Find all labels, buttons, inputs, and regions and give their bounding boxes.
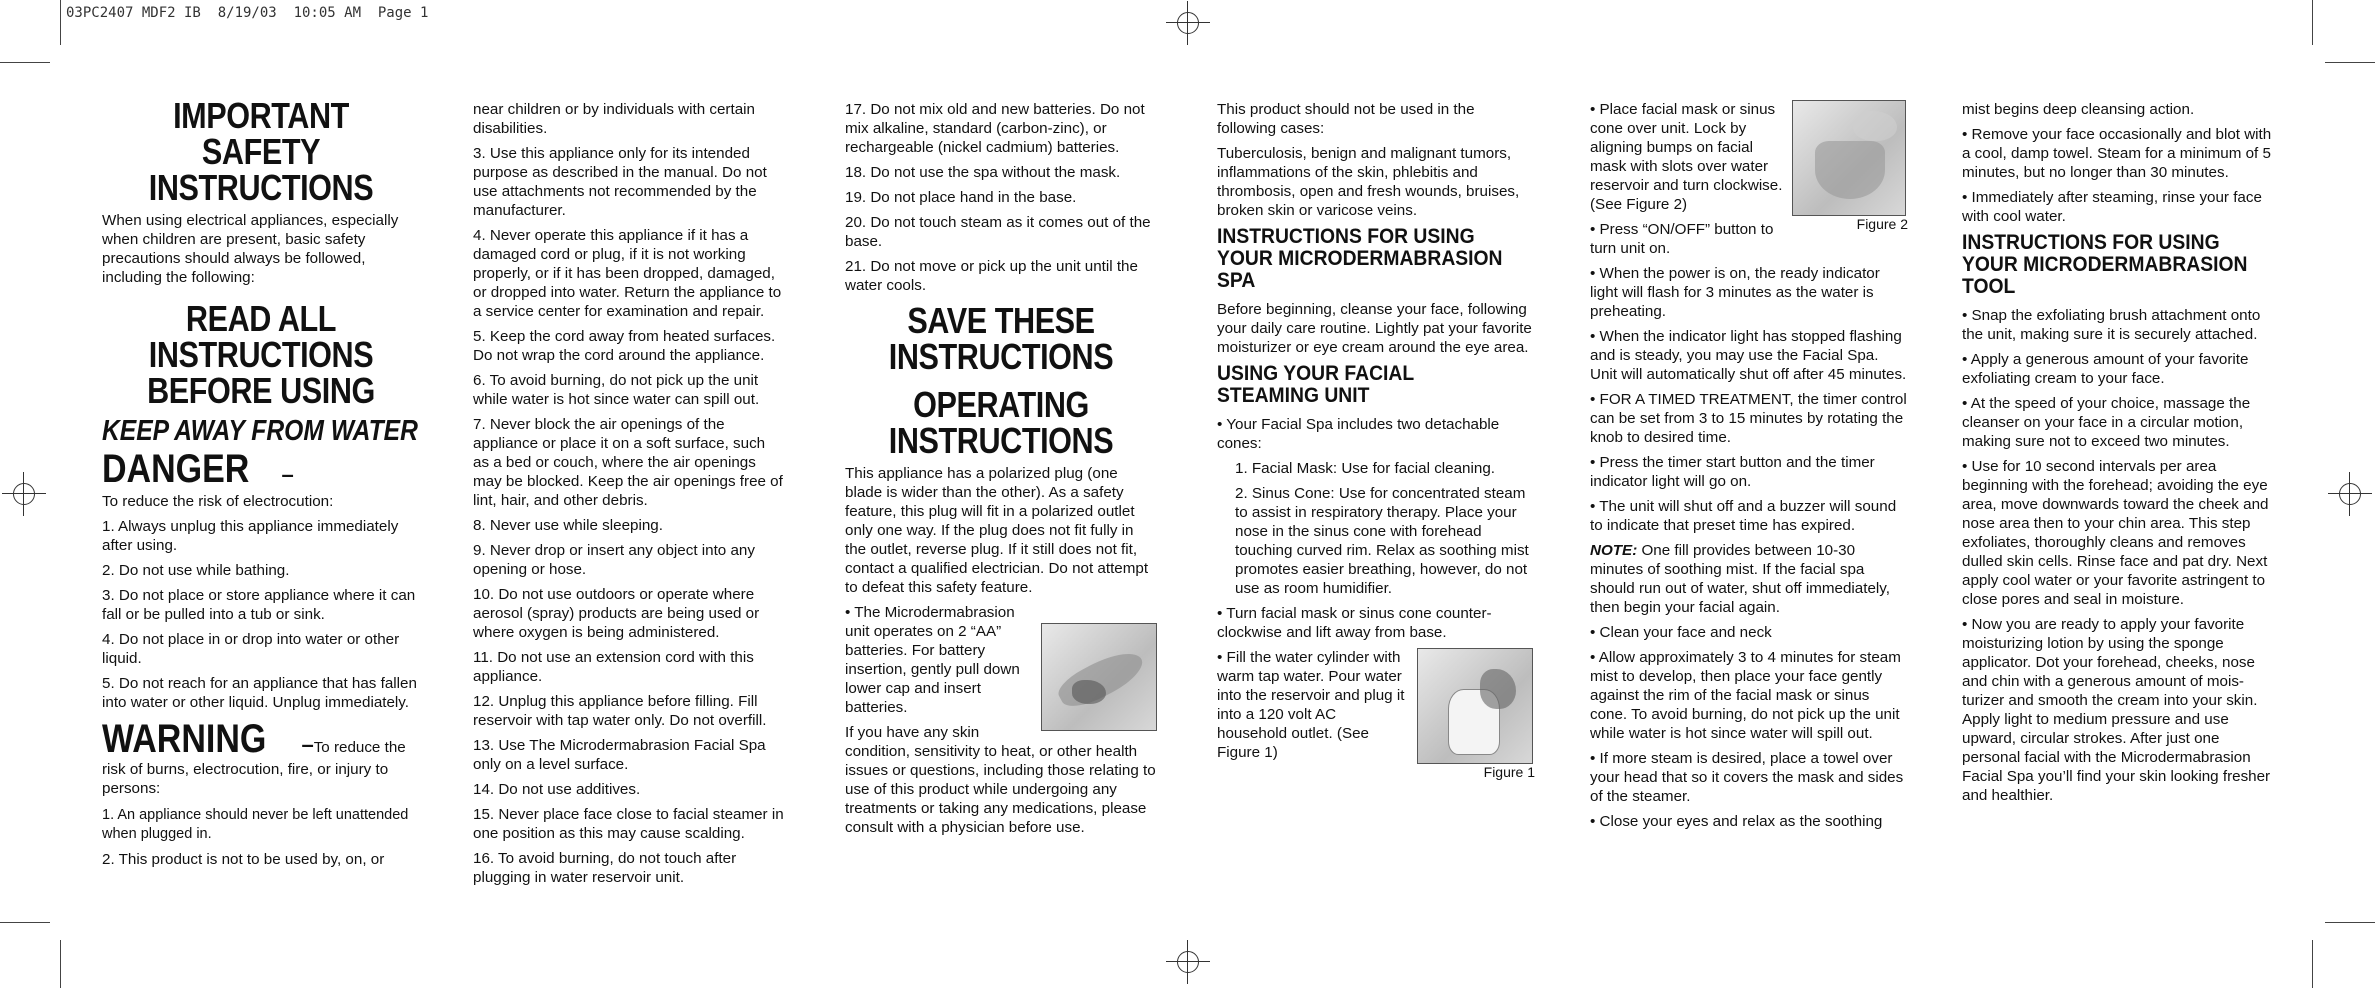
figure-1-caption: Figure 1 bbox=[1483, 764, 1535, 780]
crop-mark bbox=[2325, 62, 2375, 63]
list-item: • Remove your face occasionally and blot with a cool, damp towel. Steam for a minimum of 5 minutes, but no longer than 30 minutes. bbox=[1962, 126, 2272, 181]
list-item: • Clean your face and neck bbox=[1590, 624, 1772, 641]
heading-using-spa: INSTRUCTIONS FOR USING YOUR MICRODERMABRASION SPA bbox=[1217, 225, 1503, 292]
paragraph: Tuberculosis, benign and malignant tumors, inflammations of the skin, phlebitis and thrombosis, open and fresh wounds, bruises, broken skin or varicose veins. bbox=[1217, 145, 1520, 219]
list-item: • Immediately after steaming, rinse your face with cool water. bbox=[1962, 189, 2262, 225]
list-item: • At the speed of your choice, massage the cleanser on your face in a circular motion, making sure not to exceed two minutes. bbox=[1962, 395, 2251, 450]
list-item: 19. Do not place hand in the base. bbox=[845, 189, 1077, 206]
list-item: 5. Do not reach for an appliance that has fallen into water or other liquid. Unplug immediately. bbox=[102, 675, 417, 711]
list-item: 2. Do not use while bathing. bbox=[102, 562, 290, 579]
crop-mark bbox=[0, 62, 50, 63]
danger-dash: – bbox=[275, 462, 294, 487]
list-item: 18. Do not use the spa without the mask. bbox=[845, 164, 1121, 181]
heading-operating-instructions: OPERATING INSTRUCTIONS bbox=[888, 384, 1114, 461]
list-item: • The unit will shut off and a buzzer will sound to indicate that preset time has expired. bbox=[1590, 498, 1897, 534]
list-item: 3. Do not place or store appliance where it can fall or be pulled into a tub or sink. bbox=[102, 587, 416, 623]
paragraph: Before beginning, cleanse your face, following your daily care routine. Lightly pat your favorite moisturizer or eye cream around the eye area. bbox=[1217, 301, 1532, 356]
registration-mark bbox=[1166, 1, 1210, 45]
list-item: 21. Do not move or pick up the unit until the water cools. bbox=[845, 258, 1138, 294]
heading-keep-away: KEEP AWAY FROM WATER bbox=[102, 415, 418, 447]
title-important-safety: IMPORTANT SAFETY INSTRUCTIONS bbox=[148, 95, 374, 208]
list-item: 20. Do not touch steam as it comes out of the base. bbox=[845, 214, 1151, 250]
paragraph: This product should not be used in the following cases: bbox=[1217, 101, 1475, 137]
list-item: 4. Never operate this appliance if it has a damaged cord or plug, if it is not working properly, or if it has been dropped, damaged, or dropped into water. Return the appliance to a service center for examination and repair. bbox=[473, 227, 782, 320]
note-paragraph bbox=[1590, 541, 1908, 617]
list-item: 14. Do not use additives. bbox=[473, 781, 641, 798]
printer-slug: 03PC2407 MDF2 IB 8/19/03 10:05 AM Page 1 bbox=[66, 5, 429, 21]
figure-2 bbox=[1792, 100, 1908, 232]
danger-text: To reduce the risk of electrocution: bbox=[102, 493, 334, 510]
crop-mark bbox=[0, 922, 50, 923]
column-operating bbox=[845, 100, 1157, 843]
list-item: • Snap the exfoliating brush attachment onto the unit, making sure it is securely attached. bbox=[1962, 307, 2261, 343]
list-item: • Allow approximately 3 to 4 minutes for steam mist to develop, then place your face gently against the rim of the facial mask or sinus cone. To avoid burning, do not pick up the unit while water is hot since water will spill out. bbox=[1590, 649, 1901, 742]
list-item: • Press the timer start button and the timer indicator light will go on. bbox=[1590, 454, 1875, 490]
column-spa-instructions bbox=[1217, 100, 1535, 780]
list-item: 11. Do not use an extension cord with this appliance. bbox=[473, 649, 754, 685]
battery-figure-image bbox=[1041, 623, 1157, 731]
list-item: • When the indicator light has stopped flashing and is steady, you may use the Facial Spa. Unit will automatically shut off after 45 minutes. bbox=[1590, 328, 1907, 383]
health-condition-text: If you have any skin condition, sensitivity to heat, or other health issues or questions, including those relating to use of this product while undergoing any treatments or taking any medications, please consult with a physician before use. bbox=[845, 724, 1156, 836]
figure-1 bbox=[1417, 648, 1535, 780]
list-item: • Close your eyes and relax as the soothing bbox=[1590, 813, 1883, 830]
intro-text: When using electrical appliances, especially when children are present, basic safety precautions should always be followed, including the following: bbox=[102, 212, 399, 286]
column-safety-continued bbox=[473, 100, 785, 893]
figure-1-image bbox=[1417, 648, 1533, 764]
list-item: 9. Never drop or insert any object into any opening or hose. bbox=[473, 542, 755, 578]
list-item: • Place facial mask or sinus cone over unit. Lock by aligning bumps on facial mask with slots over water reservoir and turn clockwise. (See Figure 2) bbox=[1590, 101, 1783, 213]
column-steamer-steps bbox=[1590, 100, 1908, 837]
list-item: • When the power is on, the ready indicator light will flash for 3 minutes as the water is preheating. bbox=[1590, 265, 1880, 320]
note-text: One fill provides between 10-30 minutes of soothing mist. If the facial spa should run out of water, shut off immediately, then begin your facial again. bbox=[1590, 542, 1890, 616]
list-item: • Your Facial Spa includes two detachable cones: bbox=[1217, 416, 1500, 452]
figure-2-caption: Figure 2 bbox=[1856, 216, 1908, 232]
heading-read-all: READ ALL INSTRUCTIONS BEFORE USING bbox=[147, 298, 375, 411]
battery-text: • The Microdermabrasion unit operates on 2 “AA” batteries. For battery insertion, gently pull down lower cap and insert batteries. bbox=[845, 604, 1020, 716]
column-safety bbox=[102, 95, 420, 875]
list-item: 17. Do not mix old and new batteries. Do not mix alkaline, standard (carbon-zinc), or rechargeable (nickel cadmium) batteries. bbox=[845, 101, 1145, 156]
list-item: 6. To avoid burning, do not pick up the unit while water is hot since water can spill out. bbox=[473, 372, 760, 408]
list-item: 10. Do not use outdoors or operate where aerosol (spray) products are being used or where oxygen is being administered. bbox=[473, 586, 760, 641]
list-item: • Fill the water cylinder with warm tap water. Pour water into the reservoir and plug it into a 120 volt AC household outlet. (See Figure 1) bbox=[1217, 649, 1405, 761]
list-item: 2. This product is not to be used by, on, or bbox=[102, 851, 385, 868]
column-tool-instructions bbox=[1962, 100, 2276, 811]
warning-paragraph bbox=[102, 718, 420, 798]
list-item: 12. Unplug this appliance before filling. Fill reservoir with tap water only. Do not overfill. bbox=[473, 693, 767, 729]
list-item: • If more steam is desired, place a towel over your head that so it covers the mask and sides of the steamer. bbox=[1590, 750, 1904, 805]
note-label: NOTE: bbox=[1590, 542, 1638, 559]
warning-heading: WARNING bbox=[102, 717, 267, 761]
warning-text: To reduce the risk of burns, electrocution, fire, or injury to persons: bbox=[102, 739, 406, 797]
list-item: • FOR A TIMED TREATMENT, the timer control can be set from 3 to 15 minutes by rotating the knob to desired time. bbox=[1590, 391, 1907, 446]
list-item: 5. Keep the cord away from heated surfaces. Do not wrap the cord around the appliance. bbox=[473, 328, 776, 364]
crop-mark bbox=[2312, 940, 2313, 988]
registration-mark bbox=[2, 472, 46, 516]
list-item: 8. Never use while sleeping. bbox=[473, 517, 663, 534]
list-item: • Press “ON/OFF” button to turn unit on. bbox=[1590, 221, 1774, 257]
danger-line bbox=[102, 448, 420, 490]
list-item: 13. Use The Microdermabrasion Facial Spa only on a level surface. bbox=[473, 737, 766, 773]
list-item: 1. Facial Mask: Use for facial cleaning. bbox=[1235, 460, 1495, 477]
polarized-plug-text: This appliance has a polarized plug (one blade is wider than the other). As a safety feature, this plug will fit in a polarized outlet only one way. If the plug does not fit fully in the outlet, reverse plug. If it still does not fit, contact a qualified electrician. Do not attempt to defeat this safety feature. bbox=[845, 465, 1149, 596]
list-item: 2. Sinus Cone: Use for concentrated steam to assist in respiratory therapy. Place your nose in the sinus cone with forehead touching curved rim. Relax as soothing mist promotes easier breathing, however, do not use as room humidifier. bbox=[1235, 485, 1529, 597]
warning-dash: – bbox=[295, 732, 314, 757]
heading-facial-steaming: USING YOUR FACIAL STEAMING UNIT bbox=[1217, 362, 1414, 407]
heading-using-tool: INSTRUCTIONS FOR USING YOUR MICRODERMABRASION TOOL bbox=[1962, 231, 2248, 298]
crop-mark bbox=[60, 0, 61, 45]
registration-mark bbox=[2328, 472, 2372, 516]
crop-mark bbox=[2312, 0, 2313, 45]
list-item: 15. Never place face close to facial steamer in one position as this may cause scalding. bbox=[473, 806, 784, 842]
list-item: • Turn facial mask or sinus cone counter-clockwise and lift away from base. bbox=[1217, 605, 1492, 641]
figure-2-image bbox=[1792, 100, 1906, 216]
list-item: mist begins deep cleansing action. bbox=[1962, 101, 2195, 118]
crop-mark bbox=[60, 940, 61, 988]
list-item: • Apply a generous amount of your favorite exfoliating cream to your face. bbox=[1962, 351, 2249, 387]
list-item: 1. An appliance should never be left unattended when plugged in. bbox=[102, 807, 409, 842]
list-item: 16. To avoid burning, do not touch after plugging in water reservoir unit. bbox=[473, 850, 737, 886]
list-item: • Use for 10 second intervals per area beginning with the forehead; avoiding the eye area, move downwards toward the cheek and nose area then to your chin area. This step exfoliates, thoroughly cleans and removes dulled skin cells. Rinse face and pat dry. Next apply cool water or your favorite astringent to close pores and seal in moisture. bbox=[1962, 458, 2269, 608]
list-item: 3. Use this appliance only for its intended purpose as described in the manual. Do not use attachments not recommended by the manufacturer. bbox=[473, 145, 767, 219]
list-item: 7. Never block the air openings of the appliance or place it on a soft surface, such as a bed or couch, where the air openings may be blocked. Keep the air openings free of lint, hair, and other debris. bbox=[473, 416, 783, 509]
heading-save-instructions: SAVE THESE INSTRUCTIONS bbox=[888, 300, 1114, 377]
list-item: 1. Always unplug this appliance immediately after using. bbox=[102, 518, 399, 554]
danger-heading: DANGER bbox=[102, 447, 250, 491]
list-item: 4. Do not place in or drop into water or other liquid. bbox=[102, 631, 400, 667]
registration-mark bbox=[1166, 940, 1210, 984]
list-item: near children or by individuals with certain disabilities. bbox=[473, 101, 755, 137]
list-item: • Now you are ready to apply your favorite moisturizing lotion by using the sponge applicator. Dot your forehead, cheeks, nose and chin with a generous amount of mois-turizer and smooth the cream into your skin. Apply light to medium pressure and use upward, circular strokes. After just one personal facial with the Microdermabrasion Facial Spa you’ll find your skin looking fresher and healthier. bbox=[1962, 616, 2271, 804]
crop-mark bbox=[2325, 922, 2375, 923]
